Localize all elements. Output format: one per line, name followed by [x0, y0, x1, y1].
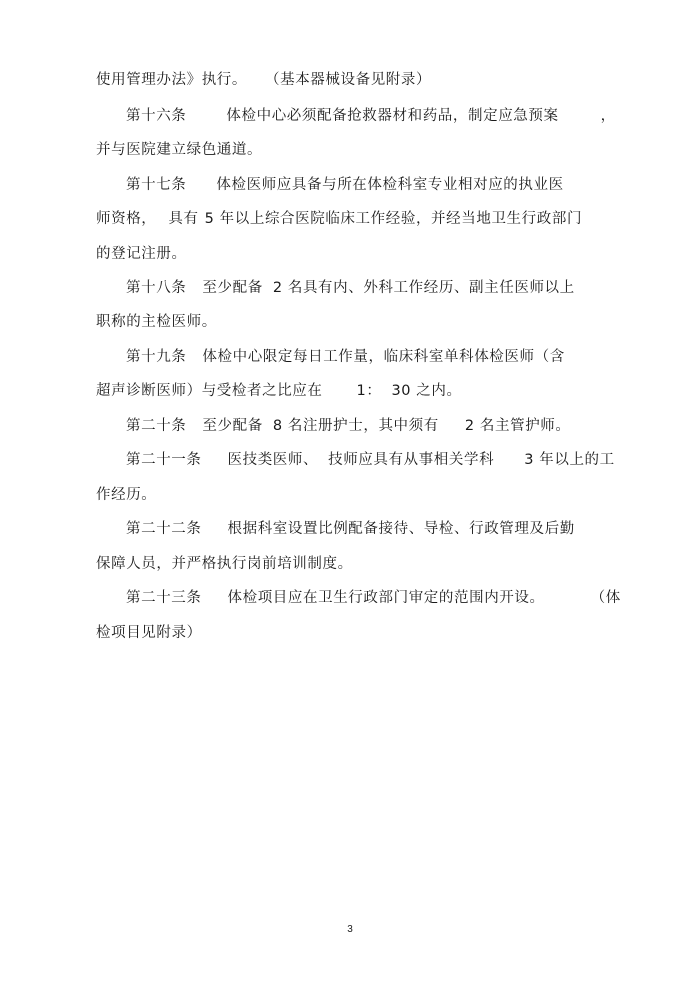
text-segment: 师资格，: [96, 211, 157, 227]
text-segment: 保障人员，并严格执行岗前培训制度。: [96, 556, 353, 572]
text-segment: 根据科室设置比例配备接待、导检、行政管理及后勤: [227, 521, 575, 537]
article-16-heading-line: [126, 107, 616, 125]
text-line: [96, 141, 262, 159]
text-segment: 超声诊断医师）与受检者之比应在: [96, 383, 323, 399]
text-line: [96, 555, 353, 573]
text-segment: 检项目见附录）: [96, 625, 202, 641]
text-segment: （基本器械设备见附录）: [265, 72, 432, 88]
text-segment: （体: [590, 590, 621, 606]
article-18-heading-line: [126, 279, 575, 297]
article-22-heading-line: [126, 520, 575, 538]
article-label: 第二十条: [126, 418, 187, 434]
text-segment: 2 名具有内、外科工作经历、副主任医师以上: [272, 280, 575, 296]
text-segment: 具有: [168, 211, 199, 227]
text-line: [96, 71, 431, 89]
text-line: [96, 624, 202, 642]
text-segment: 作经历。: [96, 487, 157, 503]
text-line: [96, 313, 217, 331]
article-label: 第十九条: [126, 349, 187, 365]
text-segment: 30 之内。: [391, 383, 462, 399]
text-segment: 技师应具有从事相关学科: [328, 452, 495, 468]
text-segment: 8 名注册护士，其中须有: [272, 418, 439, 434]
page-number: 3: [347, 924, 353, 935]
article-label: 第二十一条: [126, 452, 202, 468]
article-label: 第十七条: [126, 177, 187, 193]
article-21-heading-line: [126, 451, 615, 469]
text-line: [96, 245, 187, 263]
text-segment: 职称的主检医师。: [96, 314, 217, 330]
text-segment: 5 年以上综合医院临床工作经验，并经当地卫生行政部门: [204, 211, 583, 227]
text-segment: 至少配备: [202, 280, 263, 296]
article-label: 第二十三条: [126, 590, 202, 606]
article-23-heading-line: [126, 589, 621, 607]
article-19-heading-line: [126, 348, 565, 366]
text-segment: 使用管理办法》执行。: [96, 72, 247, 88]
text-segment: 3 年以上的工: [524, 452, 615, 468]
article-label: 第二十二条: [126, 521, 202, 537]
text-line: [96, 210, 582, 228]
article-20-heading-line: [126, 417, 571, 435]
text-segment: 1：: [356, 383, 382, 399]
text-segment: ，: [600, 108, 616, 124]
article-label: 第十八条: [126, 280, 187, 296]
article-17-heading-line: [126, 176, 564, 194]
text-segment: 并与医院建立绿色通道。: [96, 142, 263, 158]
article-label: 第十六条: [126, 108, 187, 124]
text-segment: 2 名主管护师。: [464, 418, 571, 434]
text-segment: 体检医师应具备与所在体检科室专业相对应的执业医: [216, 177, 564, 193]
text-line: [96, 486, 156, 504]
text-segment: 体检中心必须配备抢救器材和药品，制定应急预案: [226, 108, 559, 124]
text-segment: 至少配备: [202, 418, 263, 434]
text-segment: 的登记注册。: [96, 246, 187, 262]
text-segment: 医技类医师、: [227, 452, 319, 468]
text-segment: 体检项目应在卫生行政部门审定的范围内开设。: [227, 590, 545, 606]
text-line: [96, 382, 462, 400]
text-segment: 体检中心限定每日工作量，临床科室单科体检医师（含: [202, 349, 565, 365]
